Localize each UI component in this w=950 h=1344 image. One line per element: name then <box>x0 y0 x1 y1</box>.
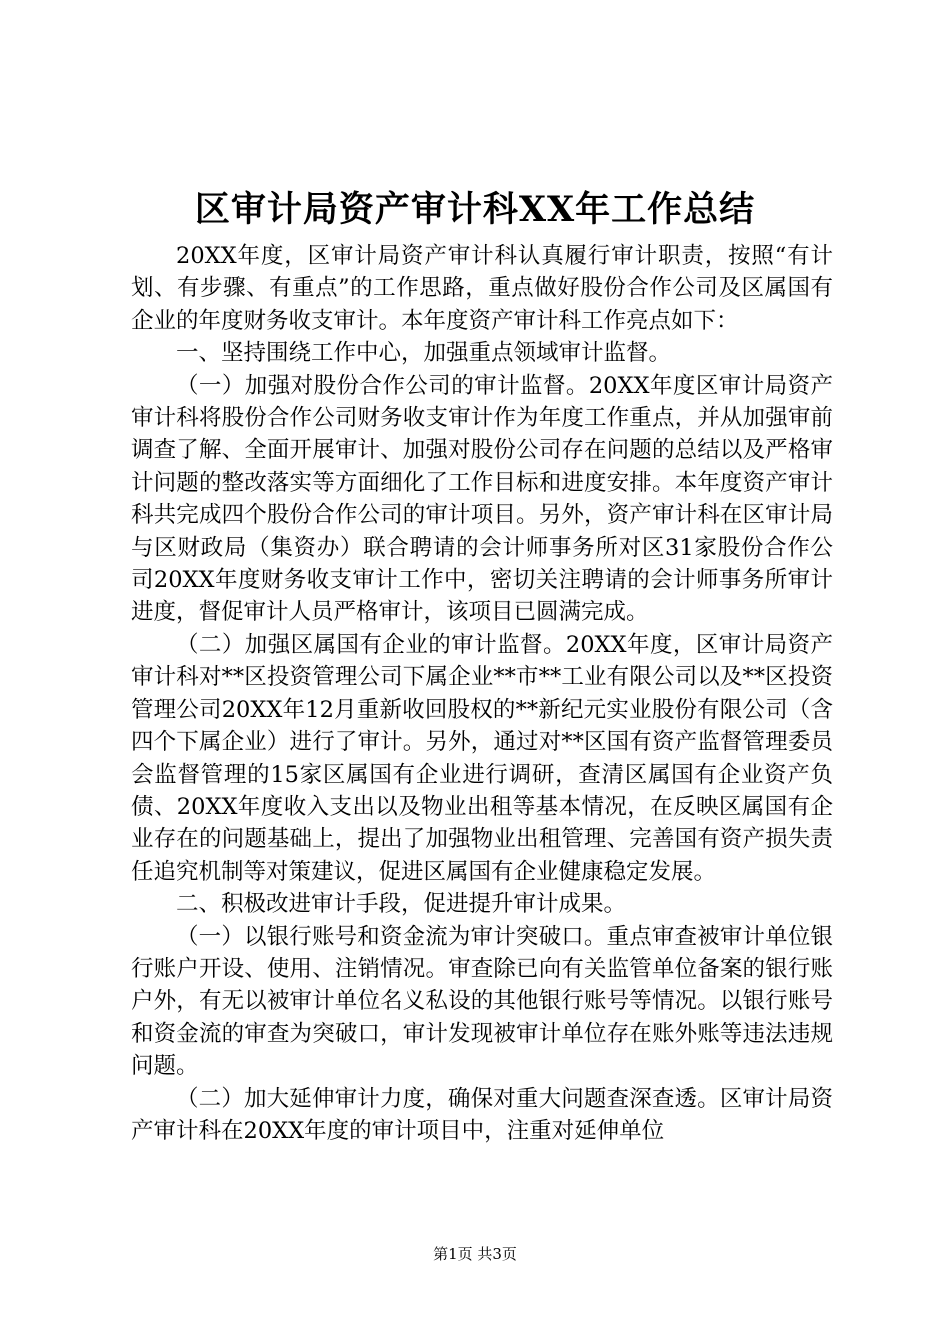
paragraph-1-1: （一）加强对股份合作公司的审计监督。20XX年度区审计局资产审计科将股份合作公司财务收支审计作为年度工作重点，并从加强审前调查了解、全面开展审计、加强对股份公司存在问题的总结以及严格审计问题的整改落实等方面细化了工作目标和进度安排。本年度资产审计科共完成四个股份合作公司的审计项目。另外，资产审计科在区审计局与区财政局（集资办）联合聘请的会计师事务所对区31家股份合作公司20XX年度财务收支审计工作中，密切关注聘请的会计师事务所审计进度，督促审计人员严格审计，该项目已圆满完成。 <box>131 372 833 626</box>
paragraph-2-1: （一）以银行账号和资金流为审计突破口。重点审查被审计单位银行账户开设、使用、注销情况。审查除已向有关监管单位备案的银行账户外，有无以被审计单位名义私设的其他银行账号等情况。以银行账号和资金流的审查为突破口，审计发现被审计单位存在账外账等违法违规问题。 <box>131 923 833 1080</box>
paragraph-2-2: （二）加大延伸审计力度，确保对重大问题查深查透。区审计局资产审计科在20XX年度的审计项目中，注重对延伸单位 <box>131 1085 833 1144</box>
document-title: 区审计局资产审计科XX年工作总结 <box>194 189 756 230</box>
document-body <box>131 240 833 1147</box>
paragraph-1-2: （二）加强区属国有企业的审计监督。20XX年度，区审计局资产审计科对**区投资管理公司下属企业**市**工业有限公司以及**区投资管理公司20XX年12月重新收回股权的**新纪元实业股份有限公司（含四个下属企业）进行了审计。另外，通过对**区国有资产监督管理委员会监督管理的15家区属国有企业进行调研，查清区属国有企业资产负债、20XX年度收入支出以及物业出租等基本情况，在反映区属国有企业存在的问题基础上，提出了加强物业出租管理、完善国有资产损失责任追究机制等对策建议，促进区属国有企业健康稳定发展。 <box>131 631 833 885</box>
section-heading-2: 二、积极改进审计手段，促进提升审计成果。 <box>176 891 627 918</box>
section-heading-1: 一、坚持围绕工作中心，加强重点领域审计监督。 <box>176 340 672 367</box>
page-number: 第1页 共3页 <box>433 1245 517 1263</box>
paragraph-intro: 20XX年度，区审计局资产审计科认真履行审计职责，按照“有计划、有步骤、有重点”的工作思路，重点做好股份合作公司及区属国有企业的年度财务收支审计。本年度资产审计科工作亮点如下： <box>131 243 833 334</box>
